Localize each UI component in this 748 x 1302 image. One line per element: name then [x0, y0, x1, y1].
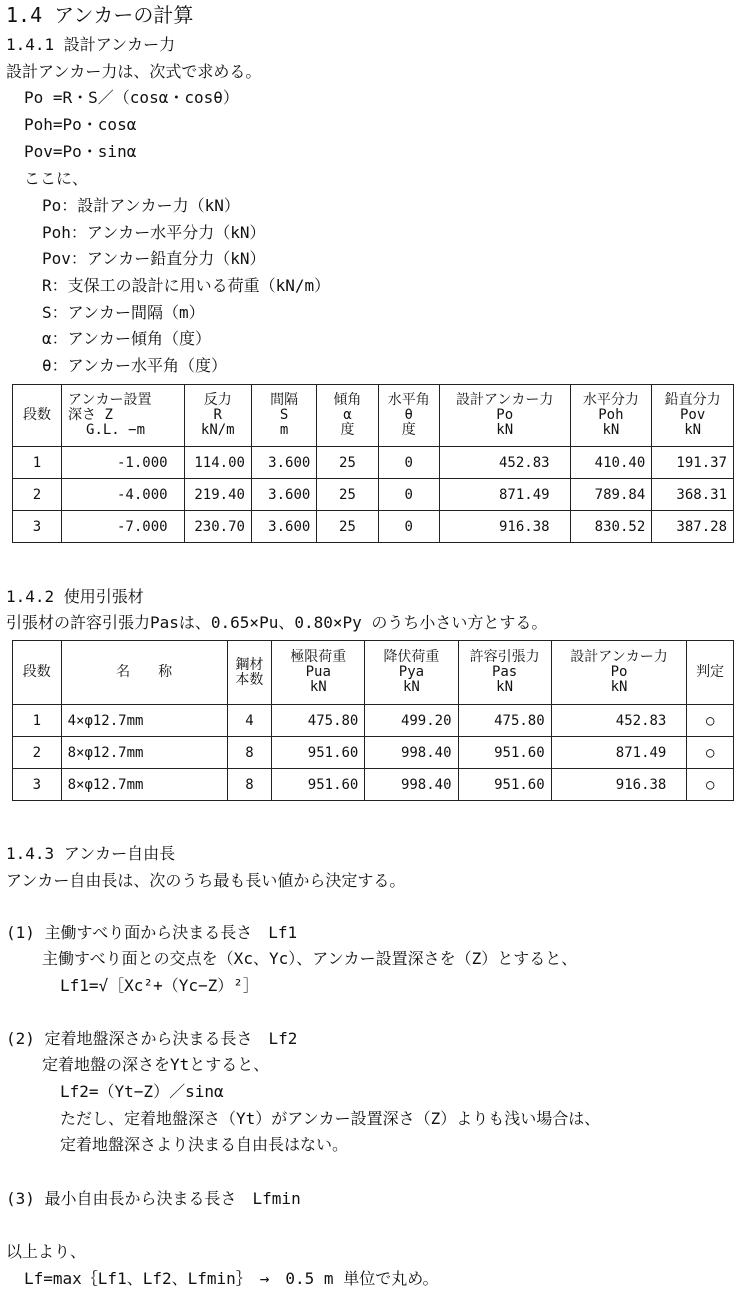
item-title-lf1: (1) 主働すべり面から決まる長さ Lf1 — [6, 923, 298, 942]
table-cell: 8 — [227, 769, 272, 801]
intro-text: 設計アンカー力は、次式で求める。 — [6, 62, 262, 81]
table-row — [13, 479, 734, 511]
table-cell: -4.000 — [62, 479, 185, 511]
table-cell: 871.49 — [439, 479, 570, 511]
table-cell: 4 — [227, 705, 272, 737]
table-row — [13, 705, 734, 737]
table-cell: 916.38 — [551, 769, 687, 801]
table-cell: 410.40 — [570, 447, 652, 479]
definition-item: Po：設計アンカー力（kN） — [42, 196, 240, 215]
col-header: 設計アンカー力 Po kN — [439, 385, 570, 447]
table-cell: 25 — [317, 511, 378, 543]
equation-pov: Pov=Po・sinα — [24, 142, 137, 161]
col-header: 鋼材 本数 — [227, 641, 272, 705]
col-header: 鉛直分力 Pov kN — [652, 385, 734, 447]
subsection-title-1-4-3: 1.4.3 アンカー自由長 — [6, 844, 176, 863]
table-cell: 3.600 — [251, 511, 316, 543]
table-cell: 951.60 — [272, 737, 365, 769]
table-cell: 499.20 — [365, 705, 458, 737]
tendon-table — [12, 640, 734, 801]
table-cell: 2 — [13, 737, 62, 769]
table-cell: 219.40 — [184, 479, 251, 511]
col-header: 反力 R kN/m — [184, 385, 251, 447]
subsection-title-1-4-1: 1.4.1 設計アンカー力 — [6, 35, 176, 54]
table-row — [13, 769, 734, 801]
table-cell: 230.70 — [184, 511, 251, 543]
table-cell: 475.80 — [272, 705, 365, 737]
table-cell: 8×φ12.7mm — [61, 737, 227, 769]
table-cell: 3 — [13, 769, 62, 801]
item-title-lfmin: (3) 最小自由長から決まる長さ Lfmin — [6, 1189, 301, 1208]
item-note: ただし、定着地盤深さ（Yt）がアンカー設置深さ（Z）よりも浅い場合は、 — [60, 1109, 601, 1128]
definition-item: Pov：アンカー鉛直分力（kN） — [42, 249, 266, 268]
item-title-lf2: (2) 定着地盤深さから決まる長さ Lf2 — [6, 1029, 298, 1048]
col-header: 極限荷重 Pua kN — [272, 641, 365, 705]
table-row — [13, 447, 734, 479]
table-cell: 452.83 — [551, 705, 687, 737]
col-header: 傾角 α 度 — [317, 385, 378, 447]
definition-item: Poh：アンカー水平分力（kN） — [42, 223, 266, 242]
table-cell: 0 — [378, 511, 439, 543]
table-cell: 191.37 — [652, 447, 734, 479]
col-header: 判定 — [687, 641, 734, 705]
equation-lf2: Lf2=（Yt−Z）／sinα — [60, 1082, 224, 1101]
ok-mark: ○ — [687, 769, 734, 801]
table-cell: 452.83 — [439, 447, 570, 479]
definition-item: S：アンカー間隔（m） — [42, 303, 205, 322]
table-cell: 387.28 — [652, 511, 734, 543]
ok-mark: ○ — [687, 737, 734, 769]
item-text: 定着地盤の深さをYtとすると、 — [42, 1055, 270, 1074]
item-note: 定着地盤深さより決まる自由長はない。 — [60, 1135, 349, 1154]
table-cell: 2 — [13, 479, 62, 511]
table-cell: 25 — [317, 447, 378, 479]
definition-item: R：支保工の設計に用いる荷重（kN/m） — [42, 276, 331, 295]
table-cell: 368.31 — [652, 479, 734, 511]
anchor-force-table — [12, 384, 734, 543]
col-header: アンカー設置 深さ Z G.L. −m — [62, 385, 185, 447]
table-cell: 951.60 — [272, 769, 365, 801]
table-cell: 916.38 — [439, 511, 570, 543]
table-cell: 3.600 — [251, 447, 316, 479]
equation-lf1: Lf1=√［Xc²+（Yc−Z）²］ — [60, 976, 259, 995]
equation-po: Po =R・S／（cosα・cosθ） — [24, 88, 239, 107]
table-cell: 871.49 — [551, 737, 687, 769]
table-header-row — [13, 385, 734, 447]
col-header: 名 称 — [61, 641, 227, 705]
col-header: 間隔 S m — [251, 385, 316, 447]
table-cell: 25 — [317, 479, 378, 511]
table-header-row — [13, 641, 734, 705]
col-header: 水平分力 Poh kN — [570, 385, 652, 447]
table-cell: 114.00 — [184, 447, 251, 479]
table-cell: 0 — [378, 479, 439, 511]
conclusion-label: 以上より、 — [6, 1242, 87, 1261]
where-label: ここに、 — [24, 169, 89, 188]
definition-item: θ：アンカー水平角（度） — [42, 356, 227, 375]
table-cell: 8×φ12.7mm — [61, 769, 227, 801]
subsection-title-1-4-2: 1.4.2 使用引張材 — [6, 587, 144, 606]
table-cell: 4×φ12.7mm — [61, 705, 227, 737]
table-cell: 3.600 — [251, 479, 316, 511]
table-cell: -1.000 — [62, 447, 185, 479]
intro-text: アンカー自由長は、次のうち最も長い値から決定する。 — [6, 871, 406, 890]
col-header: 降伏荷重 Pya kN — [365, 641, 458, 705]
table-cell: -7.000 — [62, 511, 185, 543]
col-header: 水平角 θ 度 — [378, 385, 439, 447]
final-equation: Lf=max｛Lf1、Lf2、Lfmin｝ → 0.5 m 単位で丸め。 — [24, 1269, 439, 1288]
definition-item: α：アンカー傾角（度） — [42, 329, 211, 348]
table-cell: 0 — [378, 447, 439, 479]
col-header: 許容引張力 Pas kN — [458, 641, 551, 705]
equation-poh: Poh=Po・cosα — [24, 115, 137, 134]
table-cell: 789.84 — [570, 479, 652, 511]
table-cell: 998.40 — [365, 769, 458, 801]
table-cell: 3 — [13, 511, 62, 543]
table-cell: 830.52 — [570, 511, 652, 543]
table-cell: 951.60 — [458, 769, 551, 801]
intro-text: 引張材の許容引張力Pasは、0.65×Pu、0.80×Py のうち小さい方とする。 — [6, 613, 548, 632]
col-header: 段数 — [13, 641, 62, 705]
table-cell: 951.60 — [458, 737, 551, 769]
table-row — [13, 511, 734, 543]
table-row — [13, 737, 734, 769]
table-cell: 8 — [227, 737, 272, 769]
table-cell: 1 — [13, 447, 62, 479]
ok-mark: ○ — [687, 705, 734, 737]
col-header: 設計アンカー力 Po kN — [551, 641, 687, 705]
table-cell: 1 — [13, 705, 62, 737]
table-cell: 475.80 — [458, 705, 551, 737]
item-text: 主働すべり面との交点を（Xc、Yc）、アンカー設置深さを（Z）とすると、 — [42, 949, 578, 968]
section-title: 1.4 アンカーの計算 — [6, 3, 194, 27]
table-cell: 998.40 — [365, 737, 458, 769]
col-header: 段数 — [13, 385, 62, 447]
